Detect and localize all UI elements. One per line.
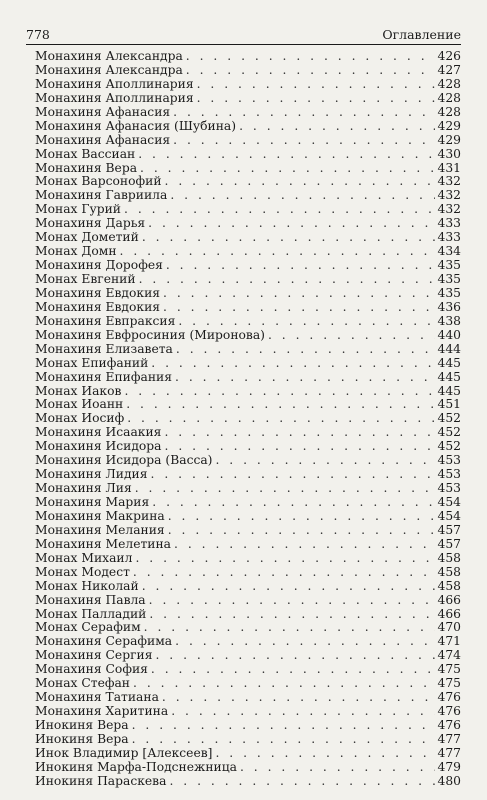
dot-leader xyxy=(133,677,435,691)
toc-entry-page: 452 xyxy=(437,439,461,454)
toc-entry xyxy=(35,468,461,482)
toc-entry xyxy=(35,454,461,468)
toc-entry xyxy=(35,580,461,594)
toc-entry-page: 454 xyxy=(437,495,461,509)
dot-leader xyxy=(124,385,434,399)
dot-leader xyxy=(124,203,435,217)
toc-entry-page: 430 xyxy=(437,146,461,161)
toc-entry xyxy=(35,426,461,440)
dot-leader xyxy=(151,357,434,371)
toc-entry xyxy=(35,106,461,120)
toc-entry-page: 458 xyxy=(437,550,461,565)
page-number: 778 xyxy=(26,27,50,42)
toc-entry xyxy=(35,287,461,301)
toc-entry xyxy=(35,175,461,189)
toc-entry xyxy=(35,538,461,552)
toc-entry xyxy=(35,524,461,538)
dot-leader xyxy=(126,398,434,412)
toc-entry xyxy=(35,357,461,371)
toc-entry xyxy=(35,747,461,761)
toc-entry xyxy=(35,621,461,635)
toc-entry-page: 453 xyxy=(437,467,461,482)
toc-entry-name: Монах Варсонофий xyxy=(35,174,162,189)
toc-entry-name: Инокиня Вера xyxy=(35,731,129,746)
dot-leader xyxy=(168,524,435,538)
toc-entry-name: Монахиня Харитина xyxy=(35,704,169,719)
dot-leader xyxy=(139,273,435,287)
toc-entry-page: 433 xyxy=(437,216,461,231)
toc-entry-name: Монахиня Лидия xyxy=(35,467,148,482)
dot-leader xyxy=(168,510,435,524)
toc-entry xyxy=(35,203,461,217)
dot-leader xyxy=(186,50,435,64)
dot-leader xyxy=(132,719,435,733)
toc-entry xyxy=(35,552,461,566)
toc-entry xyxy=(35,482,461,496)
toc-entry-name: Монахиня Серафима xyxy=(35,634,173,649)
dot-leader xyxy=(197,92,435,106)
toc-entry-name: Монахиня Евдокия xyxy=(35,299,161,314)
toc-entry-name: Монах Вассиан xyxy=(35,146,136,161)
dot-leader xyxy=(142,231,435,245)
toc-entry-name: Монах Николай xyxy=(35,578,139,593)
dot-leader xyxy=(149,594,435,608)
toc-entry-page: 438 xyxy=(437,313,461,328)
toc-entry xyxy=(35,64,461,78)
running-header xyxy=(26,22,461,42)
toc-entry-page: 432 xyxy=(437,174,461,189)
toc-entry-page: 440 xyxy=(437,327,461,342)
header-rule xyxy=(26,44,461,45)
toc-entry xyxy=(35,705,461,719)
toc-entry-page: 477 xyxy=(437,731,461,746)
dot-leader xyxy=(162,691,435,705)
dot-leader xyxy=(215,747,434,761)
dot-leader xyxy=(170,189,434,203)
toc-entry-name: Монах Модест xyxy=(35,564,130,579)
toc-entry-page: 475 xyxy=(437,662,461,677)
toc-entry-name: Монах Иаков xyxy=(35,383,122,398)
toc-entry-page: 458 xyxy=(437,564,461,579)
toc-entry xyxy=(35,231,461,245)
toc-entry-page: 454 xyxy=(437,508,461,523)
toc-entry xyxy=(35,663,461,677)
toc-entry xyxy=(35,343,461,357)
toc-entry-page: 476 xyxy=(437,704,461,719)
toc-entry-name: Монахиня Евфросиния (Миронова) xyxy=(35,327,265,342)
toc-entry-name: Инокиня Вера xyxy=(35,718,129,732)
toc-entry-name: Монахиня Дарья xyxy=(35,216,146,231)
toc-entry-page: 458 xyxy=(437,578,461,593)
toc-entry xyxy=(35,78,461,92)
toc-entry-name: Монахиня Евпраксия xyxy=(35,313,176,328)
toc-entry-name: Монах Епифаний xyxy=(35,355,149,370)
toc-entry-name: Монахиня Александра xyxy=(35,49,183,63)
toc-entry xyxy=(35,761,461,775)
toc-entry-page: 479 xyxy=(437,759,461,774)
toc-entry-page: 476 xyxy=(437,690,461,705)
toc-entry-name: Монах Дометий xyxy=(35,230,139,245)
toc-entry-name: Монахиня Епифания xyxy=(35,369,172,384)
toc-entry-name: Монахиня Аполлинария xyxy=(35,90,194,105)
toc-entry-page: 452 xyxy=(437,411,461,426)
dot-leader xyxy=(144,621,435,635)
dot-leader xyxy=(163,287,434,301)
toc-entry xyxy=(35,594,461,608)
dot-leader xyxy=(135,552,434,566)
toc-entry xyxy=(35,92,461,106)
toc-entry-name: Монахиня Аполлинария xyxy=(35,76,194,91)
toc-entry xyxy=(35,245,461,259)
toc-entry xyxy=(35,733,461,747)
toc-entry-name: Монахиня Евдокия xyxy=(35,285,161,300)
toc-entry xyxy=(35,719,461,733)
toc-entry xyxy=(35,635,461,649)
dot-leader xyxy=(151,663,435,677)
toc-entry-page: 429 xyxy=(437,132,461,147)
toc-entry-page: 480 xyxy=(437,773,461,788)
dot-leader xyxy=(127,412,434,426)
dot-leader xyxy=(178,315,434,329)
dot-leader xyxy=(197,78,435,92)
toc-entry-name: Монахиня Афанасия xyxy=(35,132,171,147)
dot-leader xyxy=(132,733,435,747)
toc-entry-page: 445 xyxy=(437,369,461,384)
toc-entry-page: 471 xyxy=(437,634,461,649)
toc-entry-page: 457 xyxy=(437,522,461,537)
toc-entry-name: Монах Михаил xyxy=(35,550,133,565)
toc-entry-name: Монахиня Афанасия (Шубина) xyxy=(35,118,237,133)
dot-leader xyxy=(175,371,435,385)
toc-entry-name: Монахиня Елизавета xyxy=(35,341,173,356)
toc-entry-page: 445 xyxy=(437,383,461,398)
toc-entry xyxy=(35,50,461,64)
toc-entry-page: 428 xyxy=(437,104,461,119)
toc-entry-page: 452 xyxy=(437,425,461,440)
dot-leader xyxy=(165,175,435,189)
toc-entry-name: Инок Владимир [Алексеев] xyxy=(35,745,213,760)
toc-entry xyxy=(35,398,461,412)
toc-entry xyxy=(35,371,461,385)
dot-leader xyxy=(166,259,435,273)
toc-entry-name: Монахиня Вера xyxy=(35,160,138,175)
toc-entry xyxy=(35,608,461,622)
toc-entry-name: Монахиня Мелетина xyxy=(35,536,171,551)
toc-entry xyxy=(35,329,461,343)
dot-leader xyxy=(175,635,434,649)
dot-leader xyxy=(140,162,434,176)
toc-entry-page: 474 xyxy=(437,648,461,663)
toc-entry-name: Монах Серафим xyxy=(35,620,141,635)
toc-entry-page: 436 xyxy=(437,299,461,314)
toc-entry-name: Монах Домн xyxy=(35,244,117,259)
dot-leader xyxy=(133,566,435,580)
toc-entry-page: 428 xyxy=(437,76,461,91)
toc-entry-name: Монахиня Павла xyxy=(35,592,146,607)
toc-entry-name: Монахиня Гавриила xyxy=(35,188,168,203)
toc-entry xyxy=(35,385,461,399)
dot-leader xyxy=(155,649,434,663)
toc-entry-page: 432 xyxy=(437,202,461,217)
dot-leader xyxy=(148,217,434,231)
toc-entry-page: 477 xyxy=(437,745,461,760)
toc-entry-page: 466 xyxy=(437,592,461,607)
toc-entry-page: 457 xyxy=(437,536,461,551)
toc-entry xyxy=(35,273,461,287)
dot-leader xyxy=(171,705,434,719)
toc-entry xyxy=(35,691,461,705)
toc-entry xyxy=(35,259,461,273)
toc-entry-name: Монах Евгений xyxy=(35,272,136,286)
toc-entry-name: Монахиня Мелания xyxy=(35,522,165,537)
toc-entry xyxy=(35,217,461,231)
toc-entry-page: 475 xyxy=(437,676,461,691)
dot-leader xyxy=(240,761,435,775)
toc-entry xyxy=(35,301,461,315)
dot-leader xyxy=(215,454,434,468)
toc-entry xyxy=(35,440,461,454)
toc-entry xyxy=(35,649,461,663)
toc-entry-name: Монахиня Исидора (Васса) xyxy=(35,453,213,468)
dot-leader xyxy=(152,496,434,510)
toc-entry-name: Монахиня София xyxy=(35,662,148,677)
toc-entry xyxy=(35,134,461,148)
toc-entry xyxy=(35,677,461,691)
toc-entry xyxy=(35,315,461,329)
toc-entry xyxy=(35,189,461,203)
toc-entry-name: Монахиня Татиана xyxy=(35,690,159,705)
dot-leader xyxy=(135,482,435,496)
toc-entry xyxy=(35,148,461,162)
toc-entry-name: Монах Иоанн xyxy=(35,397,124,412)
dot-leader xyxy=(173,134,434,148)
toc-entry xyxy=(35,120,461,134)
toc-entry-page: 453 xyxy=(437,481,461,496)
toc-entry-name: Монахиня Дорофея xyxy=(35,258,163,273)
dot-leader xyxy=(176,343,435,357)
toc-entry xyxy=(35,566,461,580)
dot-leader xyxy=(169,775,434,789)
toc-entry xyxy=(35,412,461,426)
toc-entry-page: 466 xyxy=(437,606,461,621)
toc-entry-page: 476 xyxy=(437,718,461,732)
toc-entry-page: 426 xyxy=(437,49,461,63)
dot-leader xyxy=(174,538,435,552)
dot-leader xyxy=(173,106,434,120)
dot-leader xyxy=(120,245,435,259)
toc-entry-page: 470 xyxy=(437,620,461,635)
toc-entry-page: 429 xyxy=(437,118,461,133)
toc-entry-page: 444 xyxy=(437,341,461,356)
toc-entry xyxy=(35,775,461,789)
dot-leader xyxy=(149,608,434,622)
toc-entry-page: 445 xyxy=(437,355,461,370)
table-of-contents xyxy=(35,50,461,789)
toc-entry-page: 435 xyxy=(437,258,461,273)
toc-entry-name: Монах Палладий xyxy=(35,606,147,621)
toc-entry-name: Инокиня Параскева xyxy=(35,773,167,788)
toc-entry-page: 428 xyxy=(437,90,461,105)
dot-leader xyxy=(163,301,434,315)
toc-entry-name: Монах Гурий xyxy=(35,202,122,217)
toc-entry-name: Монахиня Сергия xyxy=(35,648,153,663)
toc-entry-page: 435 xyxy=(437,272,461,286)
toc-entry-page: 435 xyxy=(437,285,461,300)
toc-entry-page: 434 xyxy=(437,244,461,259)
toc-entry-name: Монахиня Исидора xyxy=(35,439,162,454)
dot-leader xyxy=(142,580,435,594)
toc-entry-name: Монахиня Исаакия xyxy=(35,425,162,440)
toc-entry-name: Монах Иосиф xyxy=(35,411,125,426)
toc-entry-name: Монахиня Александра xyxy=(35,62,183,77)
toc-entry-name: Монахиня Лия xyxy=(35,481,132,496)
toc-entry-page: 451 xyxy=(437,397,461,412)
dot-leader xyxy=(268,329,435,343)
toc-entry xyxy=(35,510,461,524)
dot-leader xyxy=(138,148,434,162)
dot-leader xyxy=(151,468,435,482)
toc-entry xyxy=(35,162,461,176)
toc-entry-page: 432 xyxy=(437,188,461,203)
dot-leader xyxy=(164,426,434,440)
toc-entry-name: Монахиня Афанасия xyxy=(35,104,171,119)
toc-entry-name: Монахиня Мария xyxy=(35,495,150,509)
toc-entry-page: 427 xyxy=(437,62,461,77)
dot-leader xyxy=(186,64,435,78)
toc-entry-name: Инокиня Марфа-Подснежница xyxy=(35,759,237,774)
dot-leader xyxy=(239,120,434,134)
toc-entry-name: Монах Стефан xyxy=(35,676,131,691)
dot-leader xyxy=(165,440,435,454)
toc-entry-name: Монахиня Макрина xyxy=(35,508,165,523)
toc-entry xyxy=(35,496,461,510)
section-title: Оглавление xyxy=(382,27,461,42)
toc-entry-page: 433 xyxy=(437,230,461,245)
toc-entry-page: 431 xyxy=(437,160,461,175)
toc-entry-page: 453 xyxy=(437,453,461,468)
